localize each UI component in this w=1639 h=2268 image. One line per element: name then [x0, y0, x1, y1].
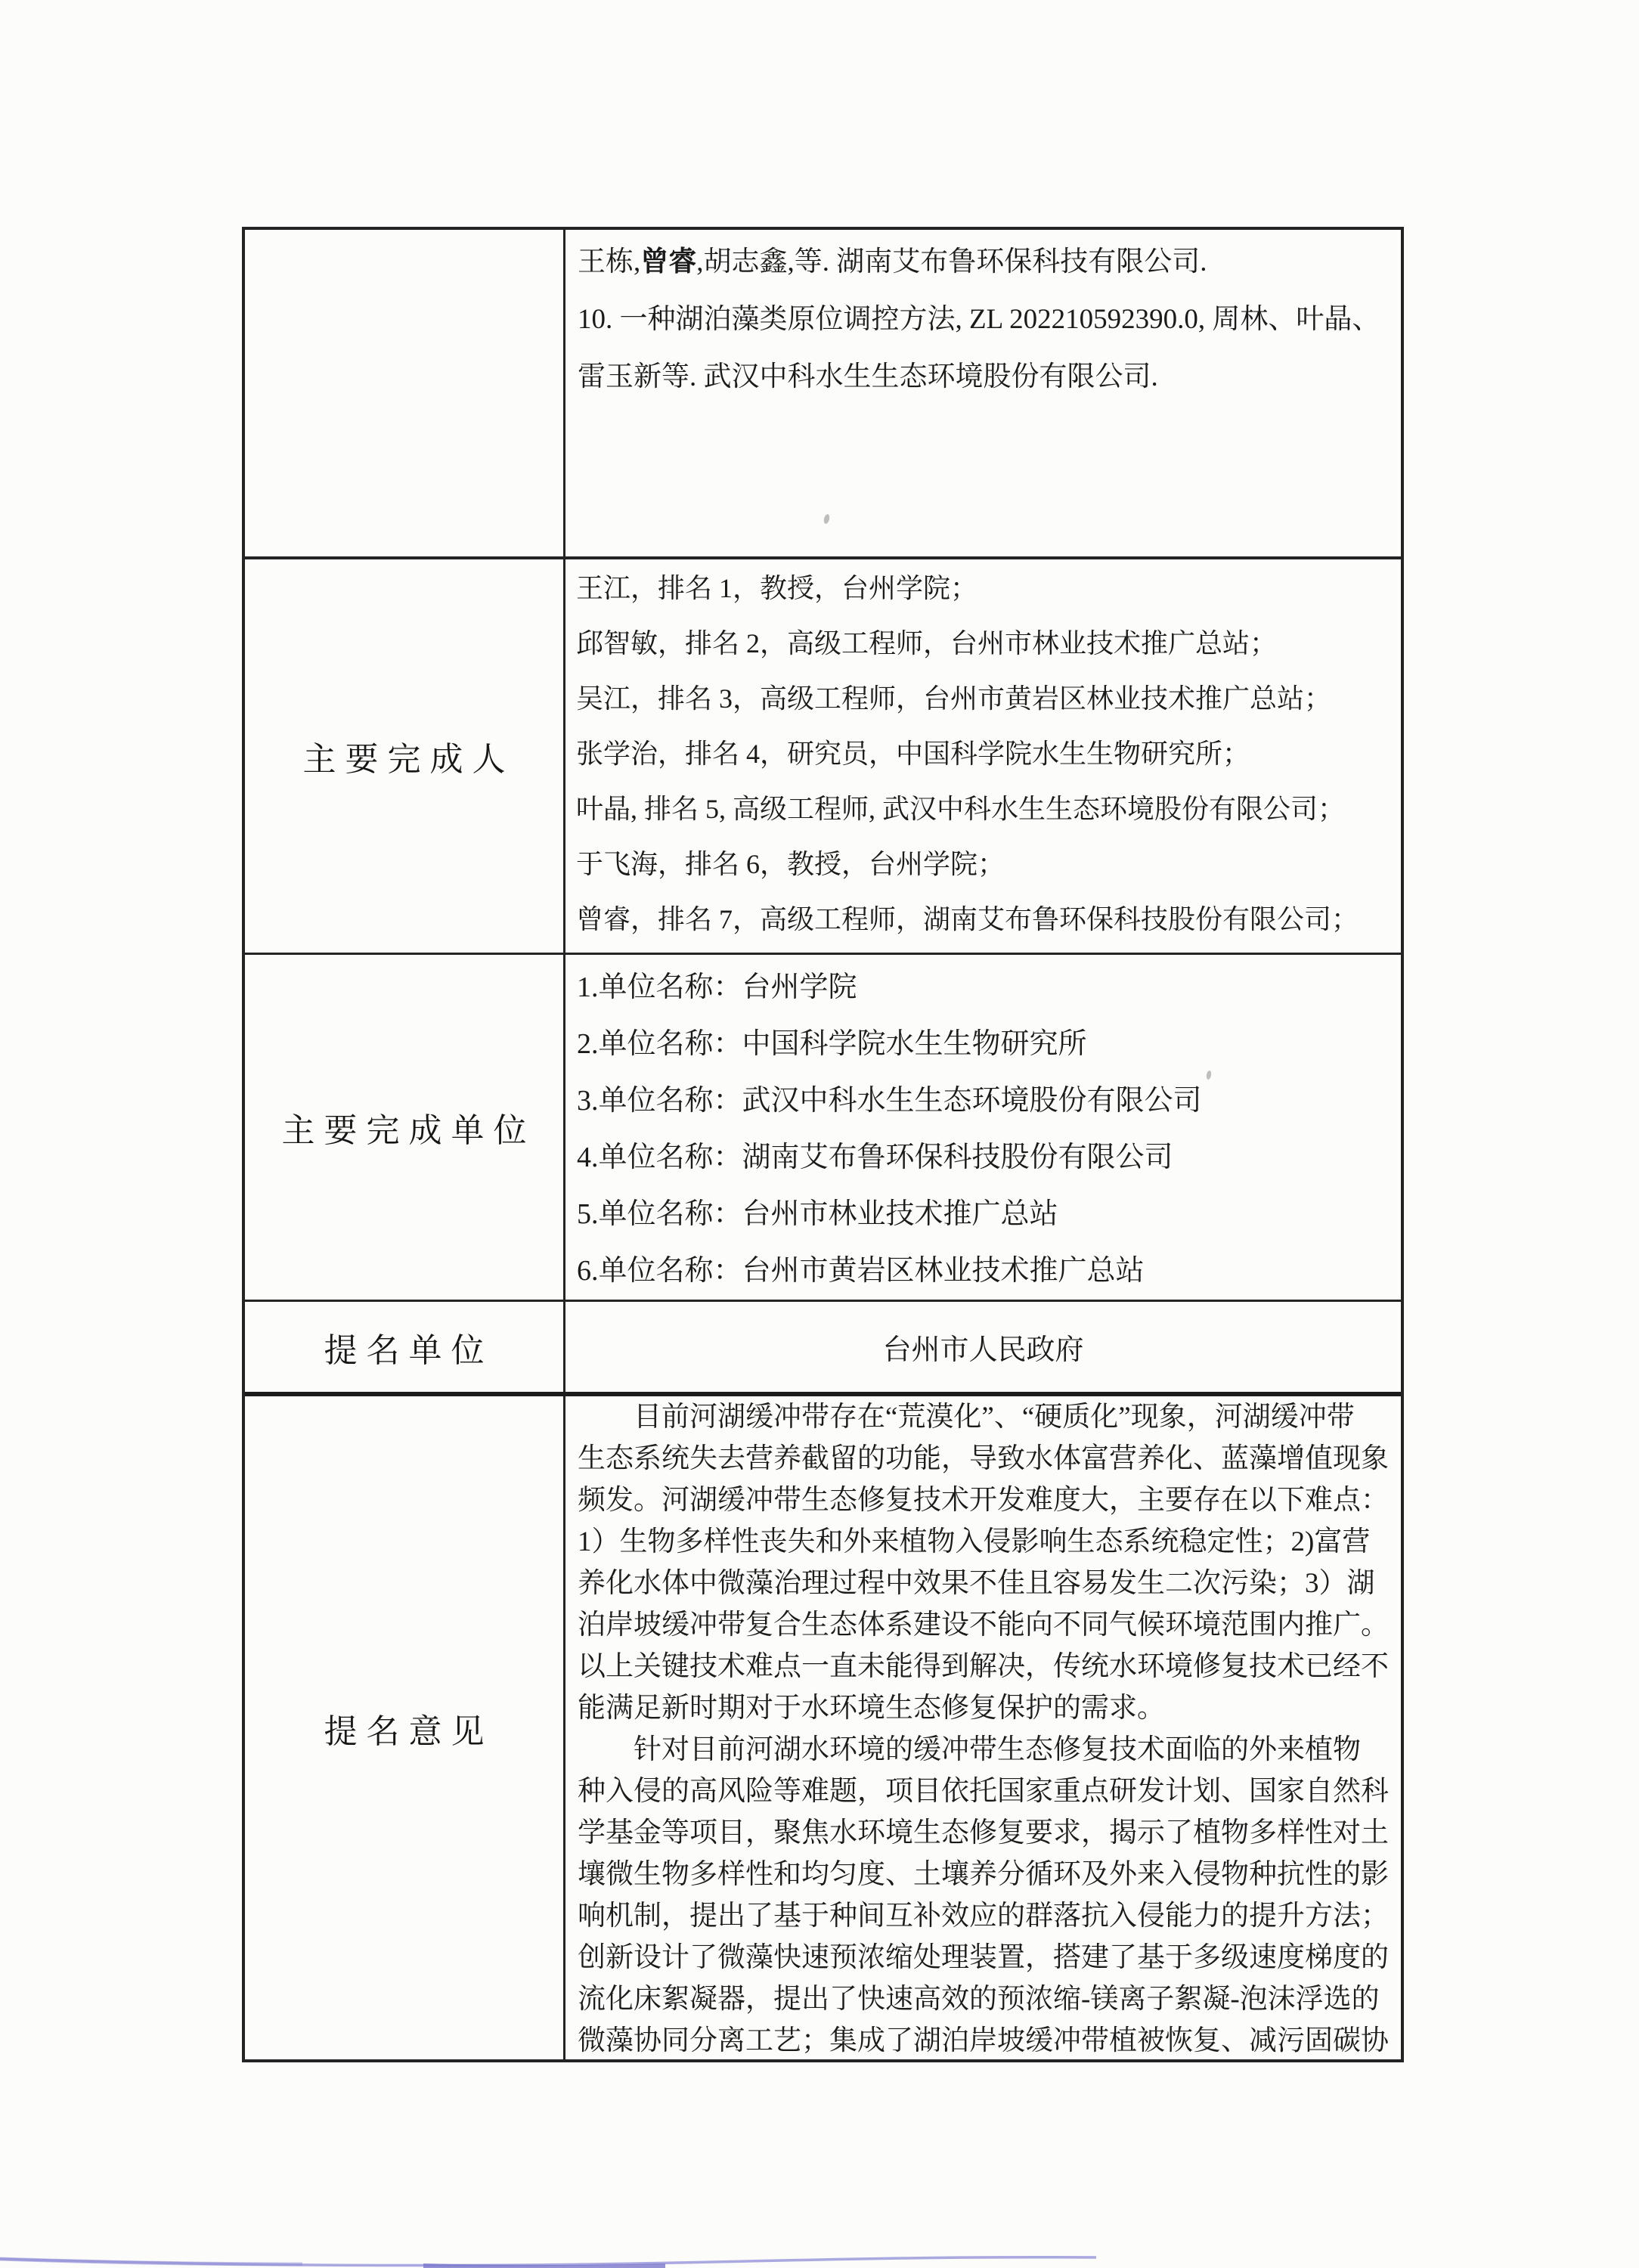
opinion-line: 目前河湖缓冲带存在“荒漠化”、“硬质化”现象，河湖缓冲带 [578, 1402, 1355, 1433]
opinion-line: 泊岸坡缓冲带复合生态体系建设不能向不同气候环境范围内推广。 [578, 1610, 1389, 1641]
opinion-line: 以上关键技术难点一直未能得到解决，传统水环境修复技术已经不 [578, 1651, 1389, 1682]
unit-line: 4.单位名称：湖南艾布鲁环保科技股份有限公司 [577, 1142, 1173, 1173]
unit-line: 2.单位名称：中国科学院水生生物研究所 [577, 1028, 1087, 1060]
main-contributors-content-cell [565, 559, 1401, 953]
main-contributors-label: 主要完成人 [302, 741, 515, 778]
opinion-line: 响机制，提出了基于种间互补效应的群落抗入侵能力的提升方法； [578, 1901, 1389, 1932]
table-row-main-contributors [245, 559, 1401, 955]
patent-author-bold: 曾睿 [640, 246, 697, 277]
contributor-line: 曾睿，排名 7，高级工程师，湖南艾布鲁环保科技股份有限公司； [576, 904, 1359, 934]
patent-authors-pre: 王栋, [578, 246, 641, 277]
nomination-form-table [242, 227, 1404, 2062]
nominating-unit-label-cell [245, 1302, 565, 1392]
patent-authors-post: ,胡志鑫,等. 湖南艾布鲁环保科技有限公司. [696, 246, 1207, 277]
nominating-unit-value: 台州市人民政府 [882, 1334, 1084, 1366]
main-units-content-cell [565, 955, 1401, 1300]
patents-content-cell [565, 230, 1401, 556]
scan-edge-artifact [0, 2244, 1639, 2268]
contributor-line: 邱智敏，排名 2，高级工程师，台州市林业技术推广总站； [576, 628, 1278, 658]
unit-line: 3.单位名称：武汉中科水生生态环境股份有限公司 [577, 1085, 1202, 1117]
patents-label-cell-empty [245, 230, 565, 556]
contributor-line: 叶晶, 排名 5, 高级工程师, 武汉中科水生生态环境股份有限公司； [576, 794, 1346, 824]
table-row-patents [245, 230, 1401, 559]
opinion-line: 针对目前河湖水环境的缓冲带生态修复技术面临的外来植物 [578, 1734, 1361, 1765]
unit-line: 1.单位名称：台州学院 [577, 971, 857, 1003]
opinion-line: 种入侵的高风险等难题，项目依托国家重点研发计划、国家自然科 [578, 1776, 1389, 1807]
contributor-line: 吴江，排名 3，高级工程师，台州市黄岩区林业技术推广总站； [576, 683, 1332, 714]
table-row-nominating-unit [245, 1302, 1401, 1396]
opinion-line: 能满足新时期对于水环境生态修复保护的需求。 [578, 1693, 1165, 1724]
opinion-line: 学基金等项目，聚焦水环境生态修复要求，揭示了植物多样性对土 [578, 1817, 1389, 1848]
patent-entry-line: 10. 一种湖泊藻类原位调控方法, ZL 202210592390.0, 周林、叶晶、 [578, 304, 1380, 335]
main-contributors-label-cell [245, 559, 565, 953]
nomination-opinion-content-cell [565, 1396, 1401, 2059]
patent-entry-line2: 雷玉新等. 武汉中科水生生态环境股份有限公司. [578, 361, 1158, 392]
opinion-line: 生态系统失去营养截留的功能，导致水体富营养化、蓝藻增值现象 [578, 1443, 1389, 1474]
table-row-main-units [245, 955, 1401, 1302]
nominating-unit-content-cell [565, 1302, 1401, 1392]
opinion-line: 创新设计了微藻快速预浓缩处理装置，搭建了基于多级速度梯度的 [578, 1942, 1389, 1973]
main-units-label-cell [245, 955, 565, 1300]
table-row-nomination-opinion [245, 1396, 1401, 2059]
unit-line: 5.单位名称：台州市林业技术推广总站 [577, 1198, 1058, 1230]
unit-line: 6.单位名称：台州市黄岩区林业技术推广总站 [577, 1255, 1145, 1287]
nomination-opinion-label: 提名意见 [324, 1712, 494, 1750]
opinion-line: 流化床絮凝器，提出了快速高效的预浓缩-镁离子絮凝-泡沫浮选的 [578, 1984, 1380, 2015]
opinion-line: 养化水体中微藻治理过程中效果不佳且容易发生二次污染；3）湖 [578, 1568, 1375, 1599]
nominating-unit-label: 提名单位 [324, 1331, 494, 1369]
opinion-line: 频发。河湖缓冲带生态修复技术开发难度大，主要存在以下难点： [578, 1485, 1389, 1516]
contributor-line: 于飞海，排名 6，教授，台州学院； [576, 849, 1005, 879]
contributor-line: 张学治，排名 4，研究员，中国科学院水生生物研究所； [576, 739, 1250, 769]
main-units-label: 主要完成单位 [281, 1112, 536, 1149]
nomination-opinion-label-cell [245, 1396, 565, 2059]
contributor-line: 王江，排名 1，教授，台州学院； [576, 573, 978, 603]
opinion-line: 1）生物多样性丧失和外来植物入侵影响生态系统稳定性；2)富营 [578, 1526, 1371, 1557]
opinion-line: 壤微生物多样性和均匀度、土壤养分循环及外来入侵物种抗性的影 [578, 1859, 1389, 1890]
opinion-line: 微藻协同分离工艺；集成了湖泊岸坡缓冲带植被恢复、减污固碳协 [578, 2025, 1389, 2056]
patent-authors-line [578, 234, 1396, 291]
